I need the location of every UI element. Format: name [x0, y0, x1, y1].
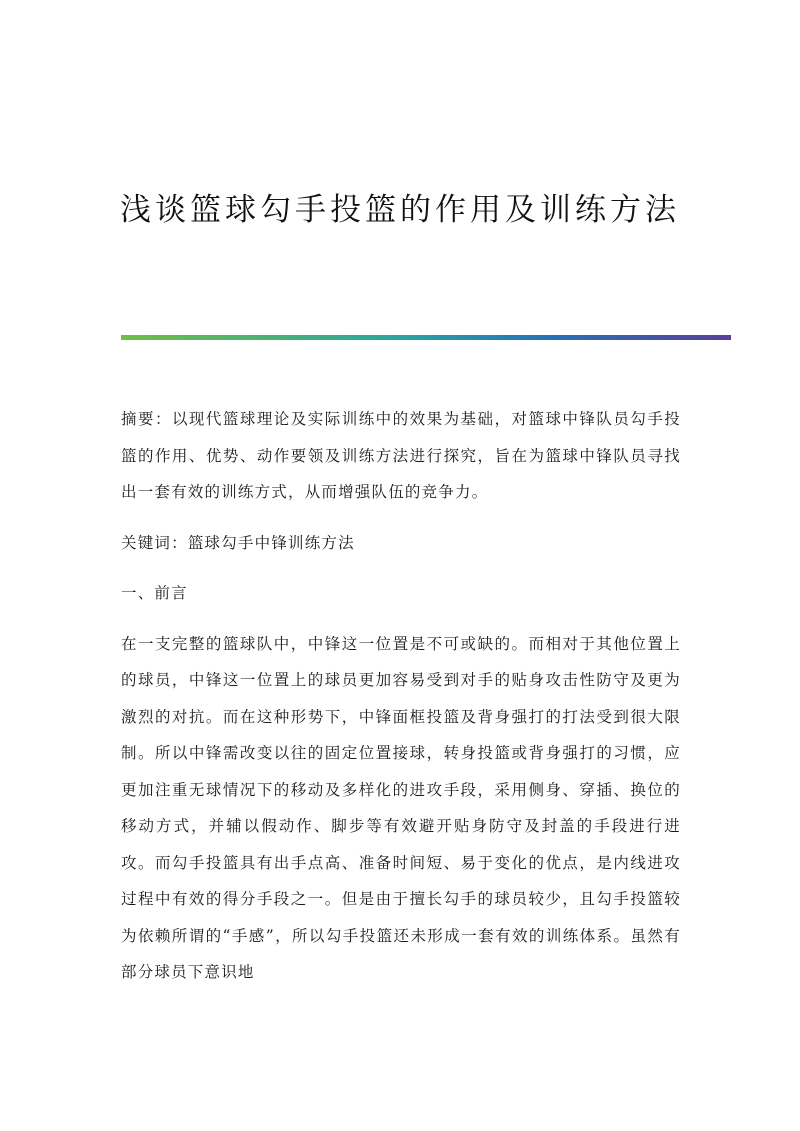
keywords-text: 篮球勾手中锋训练方法: [187, 533, 355, 552]
abstract-paragraph: [121, 401, 681, 511]
title-divider: [121, 335, 731, 340]
document-body: [121, 401, 681, 1005]
section-heading-preface: 一、前言: [121, 584, 188, 602]
abstract-label: 摘要：: [121, 410, 172, 428]
document-title: 浅谈篮球勾手投篮的作用及训练方法: [120, 192, 680, 228]
keywords-label: 关键词：: [121, 533, 188, 552]
keywords-paragraph: [121, 525, 681, 562]
preface-paragraph: 在一支完整的篮球队中，中锋这一位置是不可或缺的。而相对于其他位置上的球员，中锋这一位置上的球员更加容易受到对手的贴身攻击性防守及更为激烈的对抗。而在这种形势下，中锋面框投篮及背身强打的打法受到很大限制。所以中锋需改变以往的固定位置接球，转身投篮或背身强打的习惯，应更加注重无球情况下的移动及多样化的进攻手段，采用侧身、穿插、换位的移动方式，并辅以假动作、脚步等有效避开贴身防守及封盖的手段进行进攻。而勾手投篮具有出手点高、准备时间短、易于变化的优点，是内线进攻过程中有效的得分手段之一。但是由于擅长勾手的球员较少，且勾手投篮较为依赖所谓的“手感”，所以勾手投篮还未形成一套有效的训练体系。虽然有部分球员下意识地: [121, 634, 681, 981]
abstract-text: 以现代篮球理论及实际训练中的效果为基础，对篮球中锋队员勾手投篮的作用、优势、动作要领及训练方法进行探究，旨在为篮球中锋队员寻找出一套有效的训练方式，从而增强队伍的竞争力。: [121, 410, 681, 501]
